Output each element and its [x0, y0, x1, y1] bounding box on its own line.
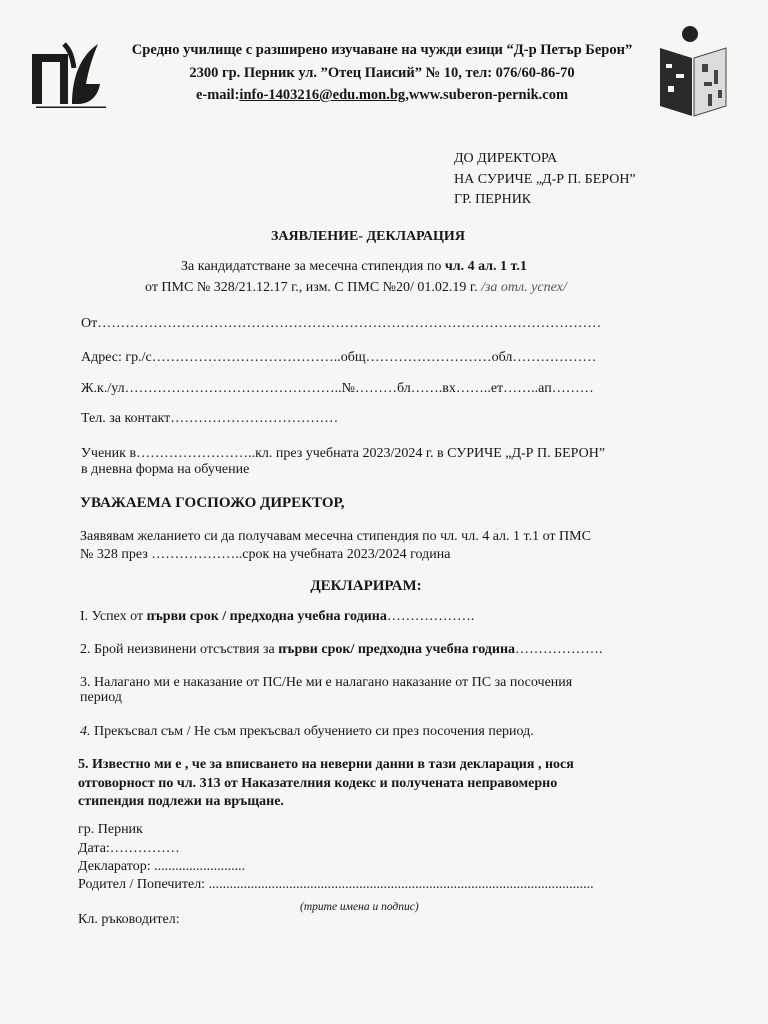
recipient-line-3: ГР. ПЕРНИК	[454, 192, 532, 207]
request-line-2[interactable]: № 328 през ………………..срок на учебната 2023/2024 година	[80, 547, 451, 562]
footer-parent[interactable]: Родител / Попечител: ..............................................................................................................	[78, 877, 594, 892]
school-address: 2300 гр. Перник ул. ”Отец Паисий” № 10, тел: 076/60-86-70	[189, 65, 575, 81]
school-contacts	[112, 87, 652, 104]
field-from[interactable]: От………………………………………………………………………………………………	[81, 316, 602, 331]
footer-date[interactable]: Дата:……………	[78, 841, 180, 856]
footer-class-teacher: Кл. ръководител:	[78, 912, 180, 927]
footer-city: гр. Перник	[78, 822, 143, 837]
declaration-item-4: 4. Прекъсвал съм / Не съм прекъсвал обучението си през посочения период.	[80, 724, 534, 739]
declaration-item-5-line-2: отговорност по чл. 313 от Наказателния кодекс и получената неправомерно	[78, 776, 558, 791]
subtitle-line-1: За кандидатстване за месечна стипендия по чл. 4 ал. 1 т.1	[181, 259, 527, 274]
field-study-form: в дневна форма на обучение	[81, 462, 250, 477]
declaration-item-5-line-3: стипендия подлежи на връщане.	[78, 794, 284, 809]
salutation: УВАЖАЕМА ГОСПОЖО ДИРЕКТОР,	[80, 495, 345, 511]
declaration-item-2[interactable]: 2. Брой неизвинени отсъствия за първи срок/ предходна учебна година……………….	[80, 642, 603, 657]
school-logo-left	[28, 38, 108, 108]
email-label: e-mail:	[195, 87, 240, 103]
field-student[interactable]: Ученик в……………………..кл. през учебната 2023/2024 г. в СУРИЧЕ „Д-Р П. БЕРОН”	[81, 446, 606, 461]
declaration-item-3-line-2: период	[80, 690, 122, 705]
declaration-item-3-line-1: 3. Налагано ми е наказание от ПС/Не ми е налагано наказание от ПС за посочения	[80, 675, 573, 690]
field-address[interactable]: Адрес: гр./с…………………………………..общ………………………обл………………	[81, 350, 597, 365]
footer-parent-note: (трите имена и подпис)	[300, 901, 419, 913]
email-link[interactable]: info-1403216@edu.mon.bg	[239, 87, 406, 103]
field-street[interactable]: Ж.к./ул………………………………………..№………бл…….вх……..ет……..ап………	[81, 381, 594, 396]
footer-declarant[interactable]: Декларатор: ..........................	[78, 859, 246, 874]
declaration-item-5-line-1: 5. Известно ми е , че за вписването на неверни данни в тази декларация , нося	[78, 757, 574, 772]
declaration-item-1[interactable]: I. Успех от първи срок / предходна учебна година……………….	[80, 609, 475, 624]
school-name: Средно училище с разширено изучаване на чужди езици “Д-р Петър Берон”	[131, 42, 633, 58]
declare-heading: ДЕКЛАРИРАМ:	[310, 578, 422, 594]
recipient-line-2: НА СУРИЧЕ „Д-Р П. БЕРОН”	[454, 172, 636, 187]
field-phone[interactable]: Тел. за контакт………………………………	[81, 411, 339, 426]
website-link[interactable]: ,www.suberon-pernik.com	[405, 87, 569, 103]
recipient-line-1: ДО ДИРЕКТОРА	[454, 151, 558, 166]
request-line-1: Заявявам желанието си да получавам месечна стипендия по чл. чл. 4 ал. 1 т.1 от ПМС	[80, 529, 591, 544]
school-logo-right	[658, 24, 730, 118]
subtitle-line-2: от ПМС № 328/21.12.17 г., изм. С ПМС №20/ 01.02.19 г. /за отл. успех/	[145, 280, 567, 295]
document-title: ЗАЯВЛЕНИЕ- ДЕКЛАРАЦИЯ	[271, 229, 465, 244]
